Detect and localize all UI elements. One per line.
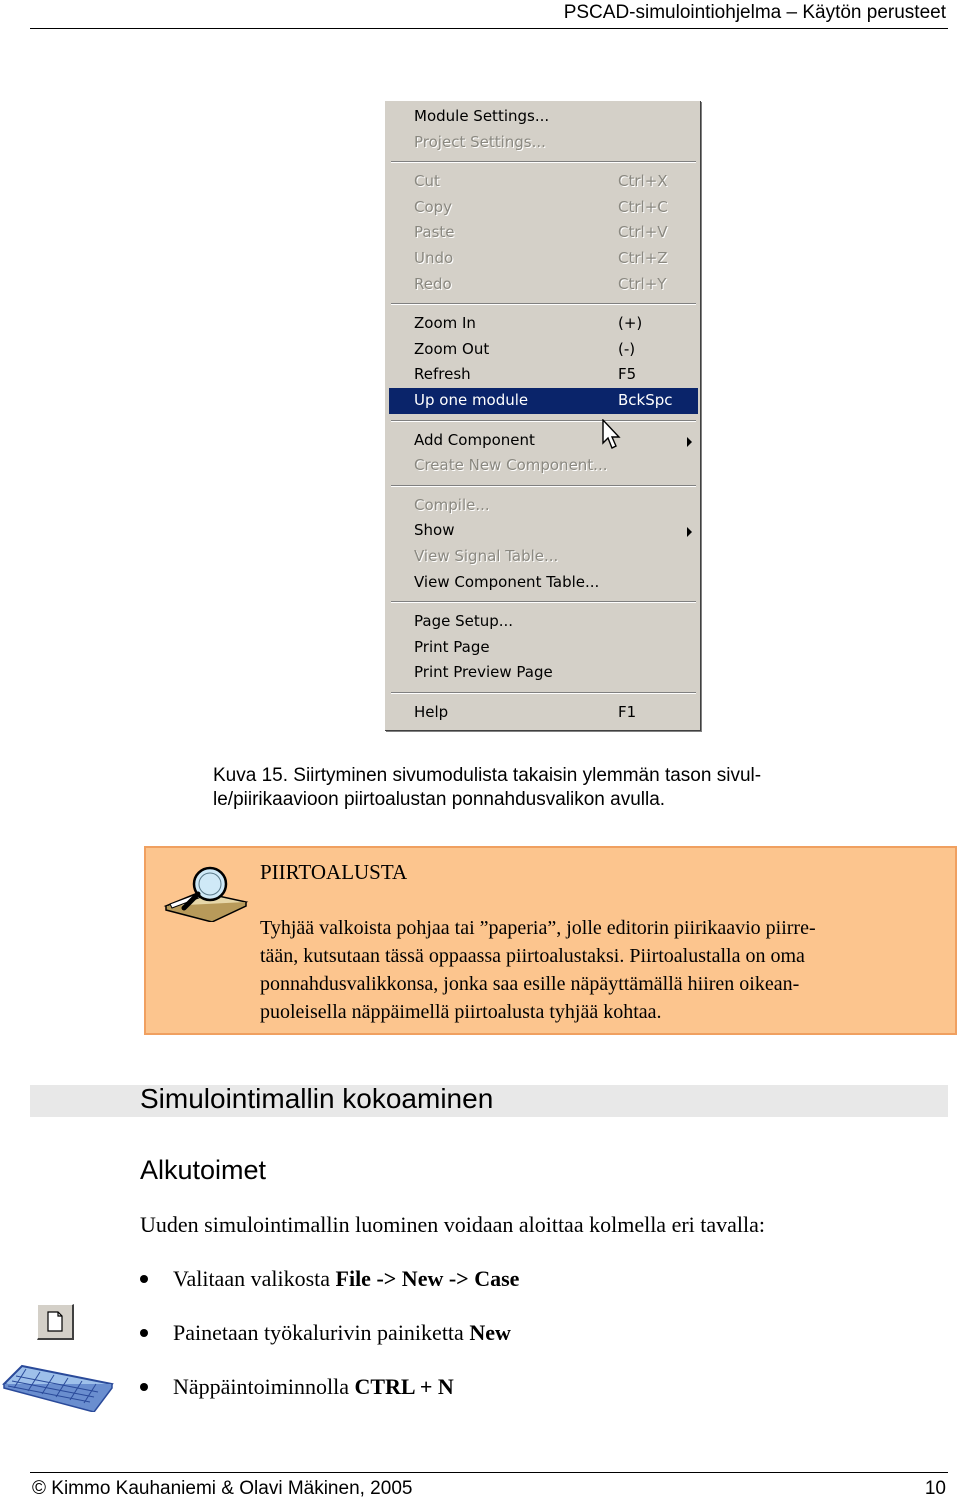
note-body [260,914,960,1026]
subsection-title: Alkutoimet [140,1155,267,1185]
menu-item-label: View Component Table... [414,572,600,591]
bullet-dot-icon [140,1383,148,1391]
menu-separator [389,686,698,700]
footer-copyright: © Kimmo Kauhaniemi & Olavi Mäkinen, 2005 [32,1478,413,1499]
bullet-text: Valitaan valikosta [173,1266,336,1291]
menu-item-shortcut: (+) [618,314,643,333]
menu-separator [389,297,698,311]
menu-item-help[interactable] [389,700,698,726]
page-number: 10 [924,1478,946,1499]
menu-item-shortcut: Ctrl+Z [618,248,668,267]
bullet-item [140,1374,454,1400]
bullet-bold: File -> New -> Case [335,1266,520,1291]
menu-item-project-settings [389,130,698,156]
menu-item-label: Zoom In [414,314,476,333]
menu-item-shortcut: Ctrl+X [618,172,668,191]
menu-item-copy [389,195,698,221]
note-title: PIIRTOALUSTA [260,860,408,884]
menu-item-shortcut: Ctrl+Y [618,274,667,293]
menu-item-compile [389,493,698,519]
menu-item-label: Cut [414,172,440,191]
menu-item-label: Print Preview Page [414,663,553,682]
menu-item-show[interactable] [389,518,698,544]
menu-item-cut [389,169,698,195]
menu-item-label: View Signal Table... [414,546,559,565]
new-document-icon [38,1305,72,1338]
menu-item-print-page[interactable] [389,635,698,661]
keyboard-icon [2,1362,114,1412]
note-line: ponnahdusvalikkonsa, jonka saa esille näpäyttämällä hiiren oikean- [260,973,800,995]
menu-item-label: Compile... [414,495,490,514]
bullet-item [140,1320,511,1346]
menu-item-label: Refresh [414,365,471,384]
menu-item-label: Undo [414,248,454,267]
menu-item-label: Project Settings... [414,132,546,151]
running-header: PSCAD-simulointiohjelma – Käytön perusteet [563,2,946,23]
menu-item-shortcut: F5 [618,365,637,384]
bullet-dot-icon [140,1329,148,1337]
canvas-context-menu [384,100,700,730]
header-rule [30,28,948,29]
menu-item-label: Show [414,521,455,540]
menu-item-shortcut: Ctrl+V [618,223,668,242]
new-file-button [37,1304,74,1340]
bullet-bold: New [469,1320,511,1345]
menu-separator [389,155,698,169]
menu-item-shortcut: F1 [618,702,637,721]
menu-item-label: Up one module [414,390,529,409]
menu-item-module-settings[interactable] [389,104,698,130]
menu-item-add-component[interactable] [389,428,698,454]
menu-item-page-setup[interactable] [389,609,698,635]
menu-item-label: Copy [414,197,453,216]
menu-item-label: Help [414,702,449,721]
note-line: puoleisella näppäimellä piirtoalusta tyhjää kohtaa. [260,1001,662,1023]
menu-item-label: Redo [414,274,452,293]
menu-item-view-component-table[interactable] [389,570,698,596]
bullet-dot-icon [140,1275,148,1283]
bullet-bold: CTRL + N [354,1374,454,1399]
menu-item-label: Page Setup... [414,612,514,631]
menu-separator [389,595,698,609]
submenu-arrow-icon [687,527,692,537]
intro-paragraph: Uuden simulointimallin luominen voidaan aloittaa kolmella eri tavalla: [140,1212,766,1237]
bullet-item [140,1266,519,1292]
caption-line-1: Kuva 15. Siirtyminen sivumodulista takaisin ylemmän tason sivul- [213,765,762,786]
bullet-text: Painetaan työkalurivin painiketta [173,1320,470,1345]
magnifier-on-book-icon [160,862,252,922]
menu-item-label: Zoom Out [414,339,490,358]
menu-item-redo [389,272,698,298]
menu-item-shortcut: (-) [618,339,636,358]
menu-separator [389,479,698,493]
figure-caption [213,764,813,812]
menu-item-up-one-module[interactable] [389,388,698,414]
menu-item-label: Paste [414,223,455,242]
submenu-arrow-icon [687,437,692,447]
note-line: tään, kutsutaan tässä oppaassa piirtoalustaksi. Piirtoalustalla on oma [260,945,805,967]
mouse-pointer-icon [602,419,624,453]
menu-item-refresh[interactable] [389,362,698,388]
menu-item-paste [389,220,698,246]
menu-item-print-preview-page[interactable] [389,660,698,686]
menu-item-zoom-in[interactable] [389,311,698,337]
menu-item-label: Print Page [414,637,490,656]
menu-separator [389,414,698,428]
menu-item-label: Add Component [414,430,535,449]
menu-item-view-signal-table [389,544,698,570]
bullet-text: Näppäintoiminnolla [173,1374,355,1399]
menu-item-shortcut: Ctrl+C [618,197,668,216]
menu-items-container [389,104,698,728]
menu-item-label: Module Settings... [414,107,550,125]
note-box [144,846,957,1035]
menu-item-label: Create New Component... [414,456,608,475]
section-title: Simulointimallin kokoaminen [140,1083,494,1114]
menu-item-shortcut: BckSpc [618,390,673,409]
menu-item-zoom-out[interactable] [389,337,698,363]
footer-rule [30,1472,948,1473]
note-line: Tyhjää valkoista pohjaa tai ”paperia”, jolle editorin piirikaavio piirre- [260,917,816,939]
caption-line-2: le/piirikaavioon piirtoalustan ponnahdusvalikon avulla. [213,789,666,810]
menu-item-undo [389,246,698,272]
menu-item-create-new-component [389,453,698,479]
